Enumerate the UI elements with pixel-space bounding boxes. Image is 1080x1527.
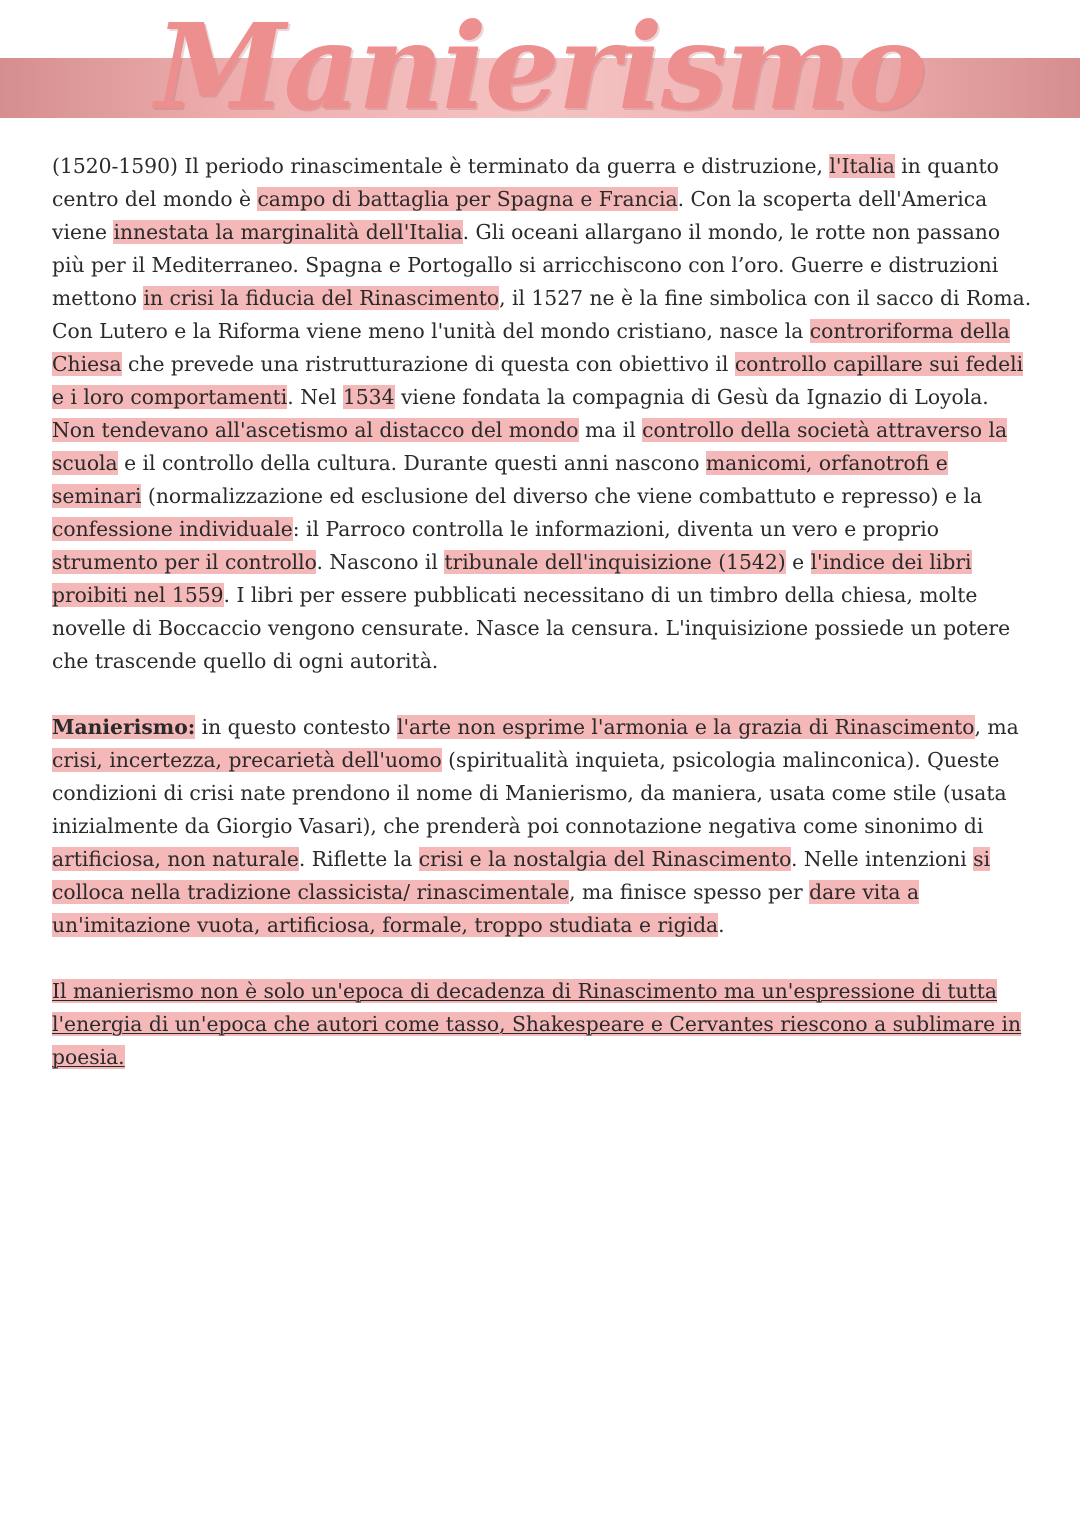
body-text: . Nel: [287, 385, 343, 409]
body-text: .: [718, 913, 725, 937]
body-text: ma il: [578, 418, 643, 442]
body-text: (spiritualità inquieta, psicologia malinconica). Queste condizioni di crisi nate prendono il nome di Manierismo, da maniera, usata come stile (usata inizialmente da Giorgio Vasari), che prenderà poi connotazione negativa come sinonimo di: [52, 748, 1007, 838]
paragraph-manierismo: [52, 711, 1037, 942]
body-text: , ma: [974, 715, 1019, 739]
body-text: , ma finisce spesso per: [569, 880, 810, 904]
paragraph-gap: [52, 942, 1037, 975]
highlighted-text: crisi e la nostalgia del Rinascimento: [418, 847, 791, 871]
body-text: . Nelle intenzioni: [790, 847, 974, 871]
body-text: (1520-1590) Il periodo rinascimentale è terminato da guerra e distruzione,: [52, 154, 830, 178]
highlighted-text: in crisi la fiducia del Rinascimento: [143, 286, 500, 310]
body-text: . Riflette la: [298, 847, 419, 871]
body-text: (normalizzazione ed esclusione del diverso che viene combattuto e represso) e la: [141, 484, 983, 508]
highlighted-text: innestata la marginalità dell'Italia: [113, 220, 463, 244]
highlighted-text: Manierismo:: [52, 715, 196, 739]
highlighted-text: crisi, incertezza, precarietà dell'uomo: [52, 748, 442, 772]
highlighted-text: l'arte non esprime l'armonia e la grazia di Rinascimento: [396, 715, 975, 739]
body-text: . I libri per essere pubblicati necessitano di un timbro della chiesa, molte novelle di Boccaccio vengono censurate. Nasce la censura. L'inquisizione possiede un potere che trascende quello di ogni autorità.: [52, 583, 1011, 673]
highlighted-text: manicomi, orfanotrofi e seminari: [52, 451, 948, 508]
body-text: che prevede una ristrutturazione di questa con obiettivo il: [121, 352, 735, 376]
body-text: e il controllo della cultura. Durante questi anni nascono: [117, 451, 706, 475]
highlighted-text: tribunale dell'inquisizione (1542): [444, 550, 786, 574]
highlighted-text: si colloca nella tradizione classicista/ rinascimentale: [52, 847, 991, 904]
highlighted-text: l'Italia: [829, 154, 895, 178]
body-text: . Gli oceani allargano il mondo, le rotte non passano più per il Mediterraneo. Spagna e Portogallo si arricchiscono con l’oro. Guerre e distruzioni mettono: [52, 220, 1001, 310]
paragraph-gap: [52, 678, 1037, 711]
highlighted-text: dare vita a un'imitazione vuota, artificiosa, formale, troppo studiata e rigida: [52, 880, 920, 937]
highlighted-text: confessione individuale: [52, 517, 293, 541]
body-text: in questo contesto: [195, 715, 397, 739]
body-text: : il Parroco controlla le informazioni, diventa un vero e proprio: [292, 517, 939, 541]
highlighted-text: controllo capillare sui fedeli e i loro comportamenti: [52, 352, 1024, 409]
body-text: in quanto centro del mondo è: [52, 154, 999, 211]
highlighted-text: 1534: [342, 385, 395, 409]
highlighted-text: strumento per il controllo: [52, 550, 317, 574]
highlighted-text: campo di battaglia per Spagna e Francia: [257, 187, 678, 211]
highlighted-text: artificiosa, non naturale: [52, 847, 299, 871]
highlighted-text: controllo della società attraverso la scuola: [52, 418, 1008, 475]
paragraph-context: [52, 150, 1037, 678]
body-text: viene fondata la compagnia di Gesù da Ignazio di Loyola.: [394, 385, 989, 409]
highlighted-text: Non tendevano all'ascetismo al distacco del mondo: [52, 418, 579, 442]
highlighted-text: l'indice dei libri proibiti nel 1559: [52, 550, 972, 607]
document-body: [52, 150, 1037, 1074]
page-title: Manierismo: [155, 0, 925, 136]
body-text: e: [785, 550, 811, 574]
conclusion-text: Il manierismo non è solo un'epoca di decadenza di Rinascimento ma un'espressione di tutta l'energia di un'epoca che autori come tasso, Shakespeare e Cervantes riescono a sublimare in poesia.: [52, 979, 1022, 1069]
body-text: . Con la scoperta dell'America viene: [52, 187, 988, 244]
highlighted-text: controriforma della Chiesa: [52, 319, 1010, 376]
paragraph-conclusion: [52, 975, 1037, 1074]
body-text: . Nascono il: [316, 550, 445, 574]
body-text: , il 1527 ne è la fine simbolica con il sacco di Roma. Con Lutero e la Riforma viene meno l'unità del mondo cristiano, nasce la: [52, 286, 1032, 343]
